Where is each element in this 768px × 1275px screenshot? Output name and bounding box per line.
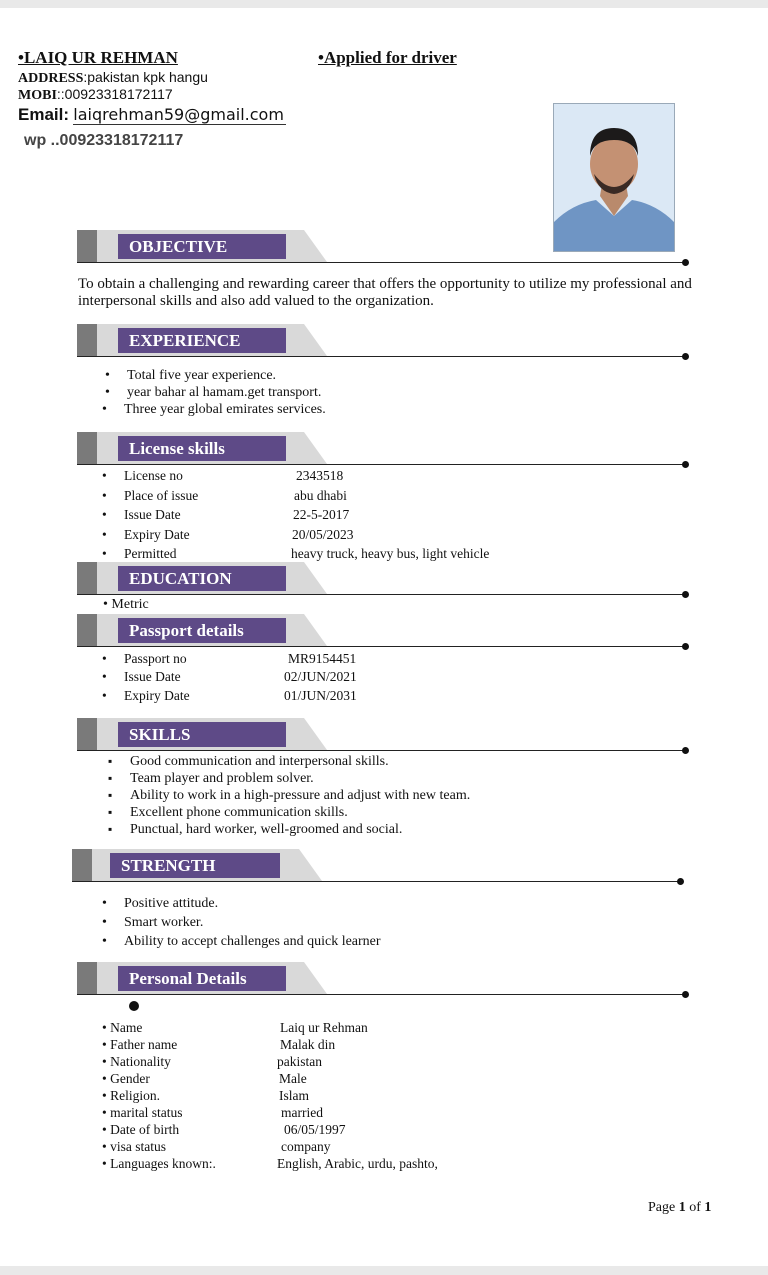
list-item: • Ability to accept challenges and quick learner bbox=[124, 932, 381, 951]
candidate-name: •LAIQ UR REHMAN bbox=[18, 48, 178, 67]
person-photo-icon bbox=[554, 104, 674, 251]
list-item: • Positive attitude. bbox=[124, 894, 381, 913]
applied-position: •Applied for driver bbox=[318, 48, 457, 67]
mobile-line bbox=[18, 86, 173, 104]
section-license bbox=[77, 432, 692, 470]
section-education bbox=[77, 562, 692, 600]
section-title-education: EDUCATION bbox=[118, 566, 286, 591]
email-label: Email: bbox=[18, 105, 70, 124]
mobile-value: ::00923318172117 bbox=[56, 86, 173, 102]
section-title-skills: SKILLS bbox=[118, 722, 286, 747]
page-number: Page 1 of 1 bbox=[648, 1200, 712, 1215]
email-value[interactable]: laiqrehman59@gmail.com bbox=[73, 105, 284, 124]
education-item: • Metric bbox=[103, 597, 149, 612]
list-item: ▪ Ability to work in a high-pressure and adjust with new team. bbox=[130, 787, 470, 804]
section-title-objective: OBJECTIVE bbox=[118, 234, 286, 259]
address-label: ADDRESS bbox=[18, 71, 84, 86]
strength-list bbox=[124, 894, 381, 951]
section-skills bbox=[77, 718, 692, 756]
objective-text: To obtain a challenging and rewarding career that offers the opportunity to utilize my professional and interpersonal skills and also add valued to the organization. bbox=[78, 276, 692, 309]
mobile-label: MOBI bbox=[18, 88, 57, 103]
list-item: • Three year global emirates services. bbox=[124, 401, 326, 418]
list-item: • year bahar al hamam.get transport. bbox=[127, 384, 329, 401]
section-title-experience: EXPERIENCE bbox=[118, 328, 286, 353]
list-item: • Smart worker. bbox=[124, 913, 381, 932]
list-item: • Total five year experience. bbox=[127, 367, 329, 384]
section-passport bbox=[77, 614, 692, 652]
section-experience bbox=[77, 324, 692, 362]
section-title-strength: STRENGTH bbox=[110, 853, 280, 878]
resume-page: •LAIQ UR REHMAN •Applied for driver ADDRESS:pakistan kpk hangu MOBI::00923318172117 Email: laiqrehman59@gmail.com wp ..00923318172117 OBJECTIVE To obtain a challenging and rewarding career that offers the opportunity to utilize my professional and interpersonal skills and also add valued to the organization. EXPERIENCE • Total five year experience. • year bahar al hamam.get transport. • Three year global emirates services. License skills • License no 2343518 • Place of issue abu dhabi • Issue Date 22-5-2017 • Expiry Date 20/05/2023 • Permitted heavy truck, heavy bus, light vehicle EDUCATION • Metric Passport details • Passport no MR9154451 • Issue Date 02/JUN/2021 • Expiry Date 01/JUN/2031 SKILLS ▪ Good communication and interpersonal skills. ▪ Team player and problem solver. ▪ Ability to work in a high-pressure and adjust with new team. ▪ Excellent phone communication skills. ▪ Punctual, hard worker, well-groomed and social. STRENGTH • Positive attitude. • Smart worker. • Ability to accept challenges and quick learner Personal Details • Name Laiq ur Rehman • Father name Malak din • Nationality pakistan • Gender Male • Religion. Islam • marital status married • Date of birth 06/05/1997 • visa status company • Languages known:. English, Arabic, urdu, pashto, Page 1 of 1 bbox=[0, 8, 768, 1266]
whatsapp-line: wp ..00923318172117 bbox=[24, 132, 184, 149]
address-line bbox=[18, 69, 208, 87]
address-value: :pakistan kpk hangu bbox=[83, 69, 208, 85]
list-item: ▪ Team player and problem solver. bbox=[130, 770, 470, 787]
list-item: ▪ Punctual, hard worker, well-groomed and social. bbox=[130, 821, 470, 838]
section-objective bbox=[77, 230, 692, 268]
section-personal bbox=[77, 962, 692, 1000]
section-strength bbox=[72, 849, 687, 887]
bullet-dot bbox=[129, 1001, 139, 1011]
experience-list bbox=[124, 367, 329, 418]
list-item: ▪ Good communication and interpersonal skills. bbox=[130, 753, 470, 770]
email-line bbox=[18, 105, 286, 125]
skills-list bbox=[130, 753, 470, 838]
section-title-passport: Passport details bbox=[118, 618, 286, 643]
section-title-personal: Personal Details bbox=[118, 966, 286, 991]
list-item: ▪ Excellent phone communication skills. bbox=[130, 804, 470, 821]
section-title-license: License skills bbox=[118, 436, 286, 461]
